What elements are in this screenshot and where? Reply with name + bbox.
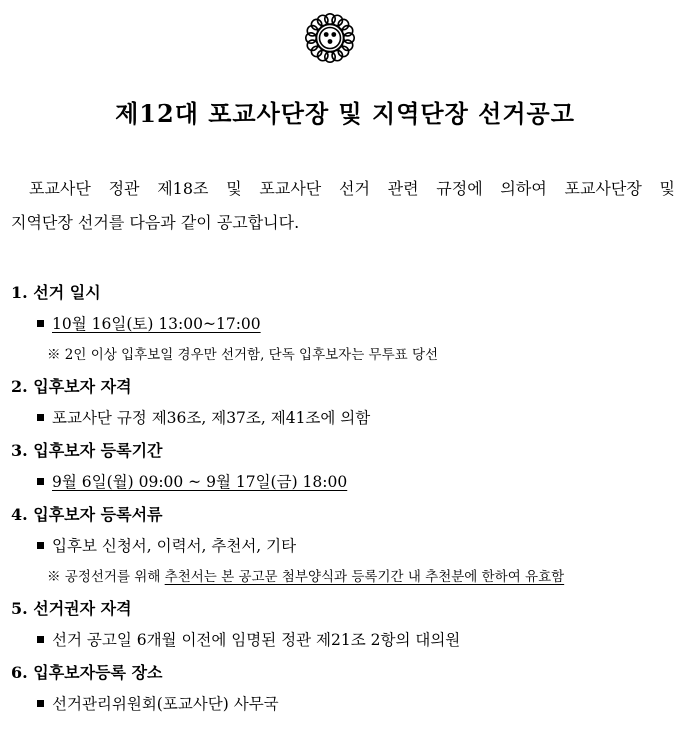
- registration-period: 9월 6일(월) 09:00 ~ 9월 17일(금) 18:00: [52, 473, 348, 491]
- square-bullet-icon: [37, 320, 44, 327]
- section-1-note: ※ 2인 이상 입후보일 경우만 선거함, 단독 입후보자는 무투표 당선: [47, 347, 439, 363]
- section-4-item: [11, 531, 681, 562]
- square-bullet-icon: [37, 542, 44, 549]
- intro-line-1: 포교사단 정관 제18조 및 포교사단 선거 관련 규정에 의하여 포교사단장 및: [29, 179, 675, 198]
- section-1-item: [11, 309, 681, 340]
- emblem-icon: [304, 12, 356, 64]
- candidate-qualification: 포교사단 규정 제36조, 제37조, 제41조에 의함: [52, 409, 371, 427]
- registration-documents: 입후보 신청서, 이력서, 추천서, 기타: [52, 537, 297, 555]
- note-underlined: 추천서는 본 공고문 첨부양식과 등록기간 내 추천분에 한하여 유효함: [164, 569, 565, 585]
- square-bullet-icon: [37, 414, 44, 421]
- section-4-heading: 4. 입후보자 등록서류: [11, 505, 163, 524]
- section-1-heading: 1. 선거 일시: [11, 283, 101, 302]
- section-2-heading: 2. 입후보자 자격: [11, 377, 132, 396]
- notice-sections: [11, 276, 681, 720]
- section-6-item: [11, 689, 681, 720]
- page-title: 제12대 포교사단장 및 지역단장 선거공고: [115, 99, 575, 128]
- section-5-item: [11, 625, 681, 656]
- intro-line-2: 지역단장 선거를 다음과 같이 공고합니다.: [11, 213, 300, 232]
- section-3-item: [11, 467, 681, 498]
- registration-location: 선거관리위원회(포교사단) 사무국: [52, 695, 279, 713]
- election-datetime: 10월 16일(토) 13:00~17:00: [52, 315, 261, 333]
- section-5-heading: 5. 선거권자 자격: [11, 599, 132, 618]
- section-4-note: [11, 562, 681, 592]
- voter-qualification: 선거 공고일 6개월 이전에 임명된 정관 제21조 2항의 대의원: [52, 631, 461, 649]
- section-2-item: [11, 403, 681, 434]
- square-bullet-icon: [37, 700, 44, 707]
- section-3-heading: 3. 입후보자 등록기간: [11, 441, 163, 460]
- square-bullet-icon: [37, 636, 44, 643]
- note-prefix: ※ 공정선거를 위해: [47, 569, 165, 585]
- intro-paragraph: [11, 172, 675, 240]
- square-bullet-icon: [37, 478, 44, 485]
- section-6-heading: 6. 입후보자등록 장소: [11, 663, 163, 682]
